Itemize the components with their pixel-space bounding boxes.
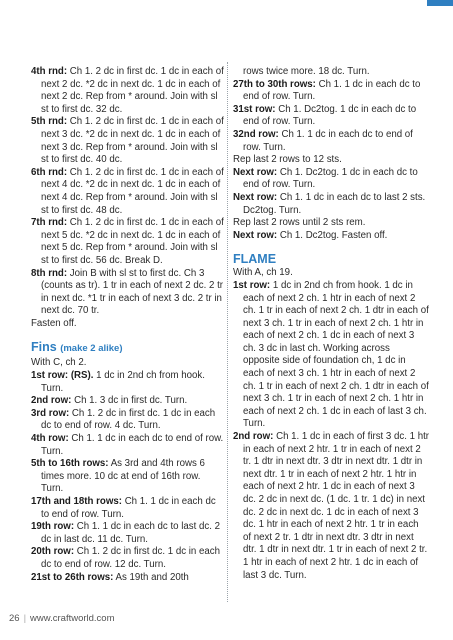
row-label: 1st row: (RS). xyxy=(31,370,94,382)
row-text: As 3rd and 4th rows 6 times more. 10 dc at end of 16th row. Turn. xyxy=(41,458,205,495)
repeat-text-2: Rep last 2 rows until 2 sts rem. xyxy=(233,217,366,229)
row-label: 21st to 26th rows: xyxy=(31,571,114,583)
pattern-row xyxy=(31,370,224,395)
fins-subheading: (make 2 alike) xyxy=(60,343,123,355)
pattern-row xyxy=(31,268,224,318)
row-label: 17th and 18th rows: xyxy=(31,496,122,507)
row-text: Ch 1. 2 dc in first dc. 1 dc in each dc to end of row. 4 dc. Turn. xyxy=(41,407,216,432)
row-label: Next row: xyxy=(233,166,278,178)
pattern-row xyxy=(31,496,224,521)
row-label: 5th rnd: xyxy=(31,116,68,128)
left-rows-b xyxy=(31,370,224,584)
row-text: Ch 1. 2 dc in first dc. 1 dc in each of next 4 dc. *2 dc in next dc. 1 dc in each of next 4 dc. Rep from * around. Join with sl st to first dc. 48 dc. xyxy=(41,166,224,216)
pattern-row xyxy=(233,104,429,129)
row-text: Ch 1. 1 dc in each dc to last dc. 2 dc in last dc. 11 dc. Turn. xyxy=(41,521,221,545)
right-rows-b xyxy=(233,167,429,217)
pattern-row xyxy=(31,521,224,546)
row-label: 2nd row: xyxy=(233,431,274,443)
pattern-row xyxy=(233,79,429,104)
row-text: Ch 1. 2 dc in first dc. 1 dc in each of next 2 dc. *2 dc in next dc. 1 dc in each of next 2 dc. Rep from * around. Join with sl st to first dc. 32 dc. xyxy=(41,66,224,115)
row-label: 7th rnd: xyxy=(31,217,68,229)
pattern-row xyxy=(233,431,429,582)
row-text: Ch 1. Dc2tog. 1 dc in each dc to end of row. Turn. xyxy=(243,103,417,128)
top-accent-bar xyxy=(427,0,453,6)
pattern-row xyxy=(233,280,429,431)
pattern-row xyxy=(31,546,224,571)
pattern-row xyxy=(31,66,224,116)
pattern-row xyxy=(31,395,224,408)
row-text: Join B with sl st to first dc. Ch 3 (counts as tr). 1 tr in each of next 2 dc. 2 tr in next dc. *1 tr in each of next 3 dc. 2 tr in next dc. 70 tr. xyxy=(41,267,223,317)
row-label: 1st row: xyxy=(233,279,271,291)
row-text: Ch 1. 1 dc in each dc to last 2 sts. Dc2tog. Turn. xyxy=(243,191,426,216)
fasten-off-text: Fasten off. xyxy=(31,317,77,329)
repeat-text-1: Rep last 2 rows to 12 sts. xyxy=(233,154,342,166)
row-label: Next row: xyxy=(233,229,278,241)
row-text: Ch 1. 1 dc in each dc to end of row. Turn. xyxy=(41,496,216,520)
row-label: 2nd row: xyxy=(31,395,72,407)
row-label: 4th rnd: xyxy=(31,66,68,77)
pattern-row xyxy=(233,230,429,243)
continuation-text: rows twice more. 18 dc. Turn. xyxy=(243,66,370,77)
pattern-row xyxy=(31,572,224,585)
pattern-row xyxy=(31,217,224,267)
left-column xyxy=(31,66,224,584)
row-text: Ch 1. Dc2tog. 1 dc in each dc to end of row. Turn. xyxy=(243,166,418,191)
right-column xyxy=(233,66,429,582)
flame-intro: With A, ch 19. xyxy=(233,267,293,279)
left-rows-a xyxy=(31,66,224,318)
row-label: 27th to 30th rows: xyxy=(233,78,316,90)
fins-heading xyxy=(31,340,224,356)
pattern-row xyxy=(233,167,429,192)
row-text: Ch 1. 1 dc in each dc to end of row. Turn. xyxy=(243,78,421,103)
right-rows-d xyxy=(233,280,429,582)
row-label: 4th row: xyxy=(31,433,69,445)
pattern-row xyxy=(31,116,224,166)
row-text: Ch 1. 2 dc in first dc. 1 dc in each dc to end of row. 12 dc. Turn. xyxy=(41,546,220,570)
pattern-row xyxy=(233,129,429,154)
row-label: 6th rnd: xyxy=(31,166,68,178)
pattern-row xyxy=(233,192,429,217)
footer-url: www.craftworld.com xyxy=(30,613,115,624)
right-rows-c xyxy=(233,230,429,243)
row-text: Ch 1. 1 dc in each dc to end of row. Turn. xyxy=(243,128,413,153)
row-label: 32nd row: xyxy=(233,128,279,140)
row-text: Ch 1. 1 dc in each of first 3 dc. 1 htr in each of next 2 htr. 1 tr in each of next 2 tr. 1 dtr in next dtr. 3 dtr in next dtr. 1 dtr in next dtr. 1 tr in each of next 2 htr. 1 htr in each of next 2 htr. 1 dc in each of next 3 dc. 2 dc in next dc. (1 dc. 1 tr. 1 dc) in next dc. 2 dc in next dc. 1 dc in each of next 3 dc. 1 htr in each of next 2 htr. 1 tr in each of next 2 tr. 1 dtr in next dtr. 3 dtr in next dtr. 1 dtr in next dtr. 1 tr in each of next 2 tr. 1 htr in each of next 2 htr. 1 dc in each of last 3 dc. Turn. xyxy=(243,431,430,581)
row-text: 1 dc in 2nd ch from hook. 1 dc in each of next 2 ch. 1 htr in each of next 2 ch. 1 tr in each of next 2 ch. 1 dtr in each of next 3 ch. 1 tr in each of next 2 ch. 1 htr in each of next 2 ch. 1 dc in each of next 3 ch. 3 dc in last ch. Working across opposite side of foundation ch, 1 dc in each of next 3 ch. 1 htr in each of next 2 ch. 1 tr in each of next 2 ch. 1 dtr in each of next 3 ch. 1 tr in each of next 2 ch. 1 htr in each of next 2 ch. 1 dc in each of last 3 ch. Turn. xyxy=(243,279,429,430)
row-label: 31st row: xyxy=(233,103,276,115)
row-label: 5th to 16th rows: xyxy=(31,458,109,470)
pattern-row xyxy=(31,167,224,217)
pattern-row xyxy=(31,408,224,433)
pattern-row xyxy=(31,433,224,458)
row-text: 1 dc in 2nd ch from hook. Turn. xyxy=(41,370,205,394)
page-number: 26 xyxy=(9,613,20,624)
page-footer xyxy=(9,613,115,624)
right-rows-a xyxy=(233,79,429,155)
row-label: 19th row: xyxy=(31,521,75,533)
row-label: 20th row: xyxy=(31,546,75,558)
column-divider xyxy=(227,62,228,602)
fins-intro: With C, ch 2. xyxy=(31,357,87,369)
row-text: Ch 1. 3 dc in first dc. Turn. xyxy=(74,395,188,407)
pattern-row xyxy=(31,458,224,496)
row-text: Ch 1. 1 dc in each dc to end of row. Turn. xyxy=(41,433,224,457)
row-text: Ch 1. 2 dc in first dc. 1 dc in each of next 3 dc. *2 dc in next dc. 1 dc in each of next 3 dc. Rep from * around. Join with sl st to first dc. 40 dc. xyxy=(41,116,224,166)
footer-separator: | xyxy=(23,613,27,624)
row-text: Ch 1. Dc2tog. Fasten off. xyxy=(279,229,388,241)
fins-heading-text: Fins xyxy=(31,340,57,355)
row-text: As 19th and 20th xyxy=(115,571,189,583)
flame-heading: FLAME xyxy=(233,252,277,267)
row-label: Next row: xyxy=(233,191,278,203)
row-label: 3rd row: xyxy=(31,407,70,419)
row-label: 8th rnd: xyxy=(31,267,68,279)
row-text: Ch 1. 2 dc in first dc. 1 dc in each of next 5 dc. *2 dc in next dc. 1 dc in each of next 5 dc. Rep from * around. Join with sl st to first dc. 56 dc. Break D. xyxy=(41,217,224,266)
